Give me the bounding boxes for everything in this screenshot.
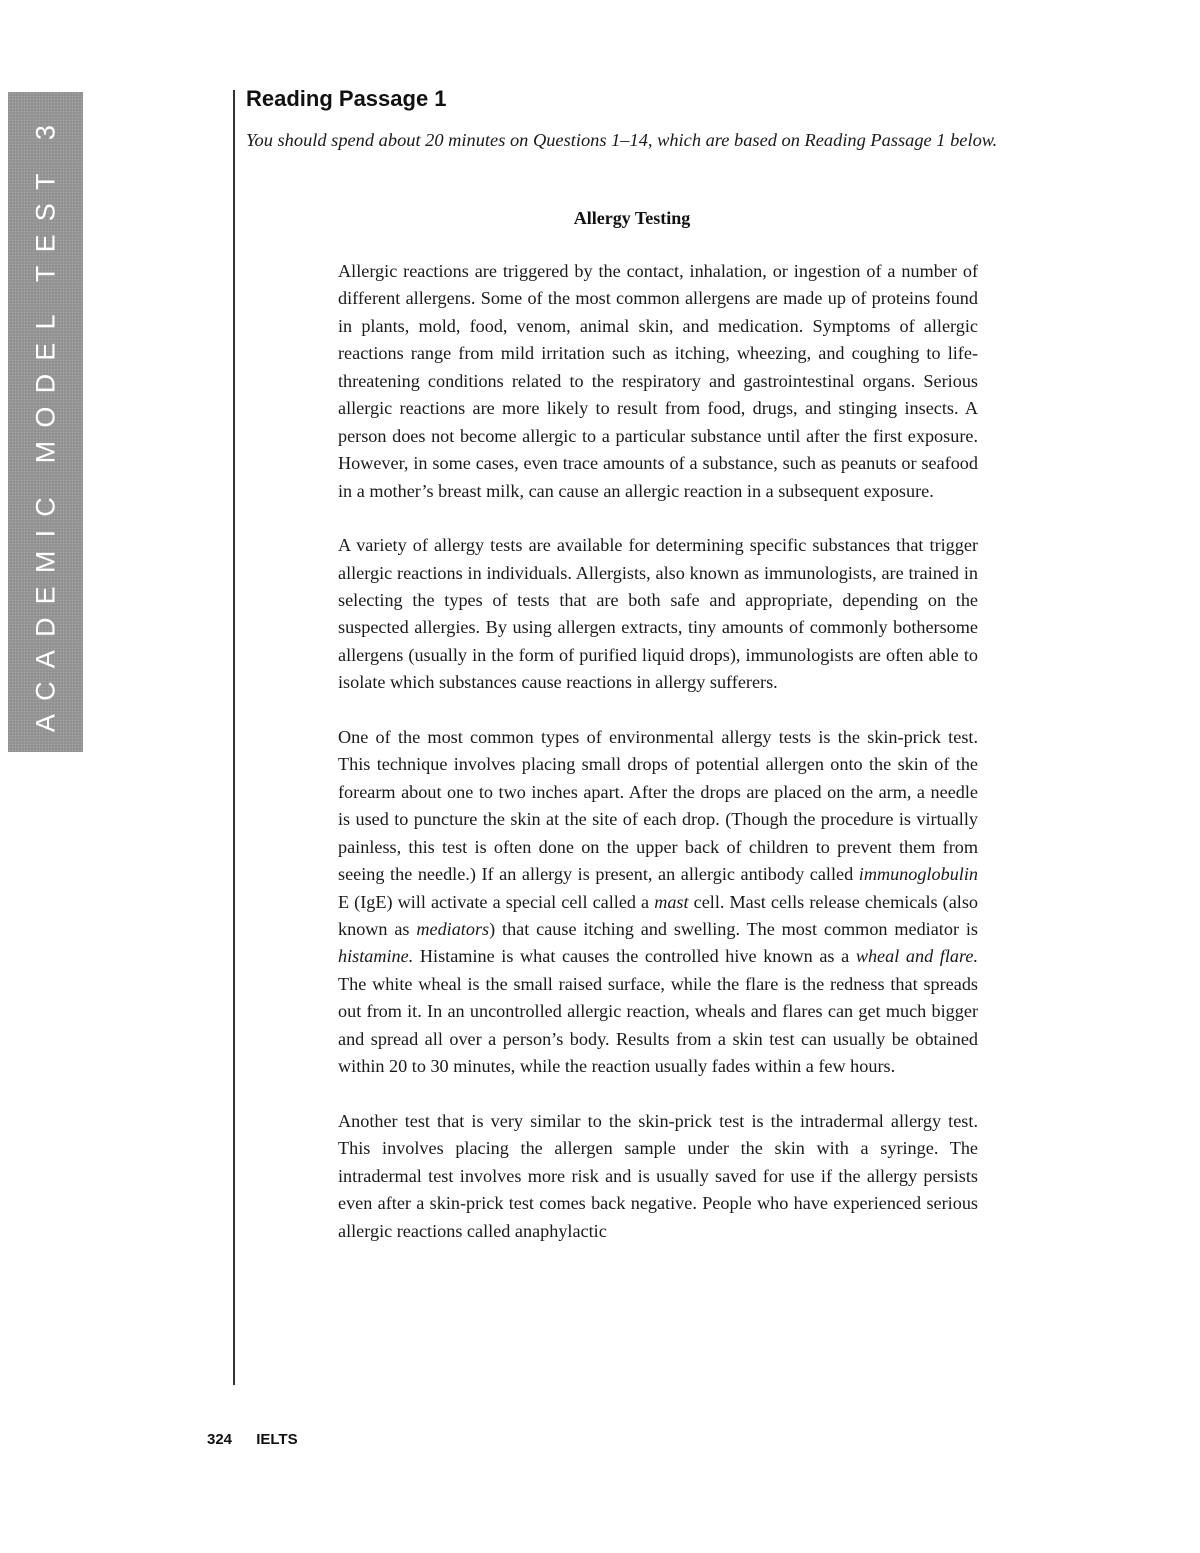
page-number: 324 xyxy=(207,1431,233,1448)
instructions: You should spend about 20 minutes on Questions 1–14, which are based on Reading Passage 1 below. xyxy=(246,130,998,150)
passage-title: Allergy Testing xyxy=(573,208,691,228)
paragraph-1: Allergic reactions are triggered by the contact, inhalation, or ingestion of a number of different allergens. Some of the most common allergens are made up of proteins found in plants, mold, food, venom, animal skin, and medication. Symptoms of allergic reactions range from mild irritation such as itching, wheezing, and coughing to life-threatening conditions related to the respiratory and gastrointestinal organs. Serious allergic reactions are more likely to result from food, drugs, and stinging insects. A person does not become allergic to a particular substance until after the first exposure. However, in some cases, even trace amounts of a substance, such as peanuts or seafood in a mother’s breast milk, can cause an allergic reaction in a subsequent exposure. xyxy=(338,261,978,501)
italic-term: mast xyxy=(654,891,689,912)
page-footer xyxy=(207,1431,298,1448)
text-run: E (IgE) will activate a special cell called a xyxy=(338,891,655,912)
passage-heading: Reading Passage 1 xyxy=(246,86,447,111)
text-run: Histamine is what causes the controlled hive known as a xyxy=(413,946,856,967)
paragraph-2: A variety of allergy tests are available for determining specific substances that trigger allergic reactions in individuals. Allergists, also known as immunologists, are trained in selecting the types of tests that are both safe and appropriate, depending on the suspected allergies. By using allergen extracts, tiny amounts of commonly bothersome allergens (usually in the form of purified liquid drops), immunologists are often able to isolate which substances cause reactions in allergy sufferers. xyxy=(338,535,978,693)
italic-term: mediators xyxy=(416,918,490,939)
text-run: The white wheal is the small raised surface, while the flare is the redness that spreads out from it. In an uncontrolled allergic reaction, wheals and flares can get much bigger and spread all over a person’s body. Results from a skin test can usually be obtained within 20 to 30 minutes, while the reaction usually fades within a few hours. xyxy=(338,973,978,1077)
italic-term: immunoglobulin xyxy=(858,864,978,885)
italic-term: histamine. xyxy=(338,946,414,967)
text-run: cell. Mast cells release chemicals (also known as xyxy=(338,891,978,939)
passage-body xyxy=(338,258,978,1272)
paragraph-3 xyxy=(338,724,978,1081)
text-run: ) that cause itching and swelling. The most common mediator is xyxy=(489,918,978,939)
paragraph-4: Another test that is very similar to the skin-prick test is the intradermal allergy test. This involves placing the allergen sample under the skin with a syringe. The intradermal test involves more risk and is usually saved for use if the allergy persists even after a skin-prick test comes back negative. People who have experienced serious allergic reactions called anaphylactic xyxy=(338,1110,978,1241)
text-run: One of the most common types of environmental allergy tests is the skin-prick test. This technique involves placing small drops of potential allergen onto the skin of the forearm about one to two inches apart. After the drops are placed on the arm, a needle is used to puncture the skin at the site of each drop. (Though the procedure is virtually painless, this test is often done on the upper back of children to prevent them from seeing the needle.) If an allergy is present, an allergic antibody called xyxy=(338,726,978,885)
section-side-tab xyxy=(8,92,83,752)
italic-term: wheal and flare. xyxy=(855,946,978,967)
book-title: IELTS xyxy=(256,1431,298,1448)
section-side-tab-label: ACADEMIC MODEL TEST 3 xyxy=(30,111,60,733)
margin-rule xyxy=(233,90,235,1385)
